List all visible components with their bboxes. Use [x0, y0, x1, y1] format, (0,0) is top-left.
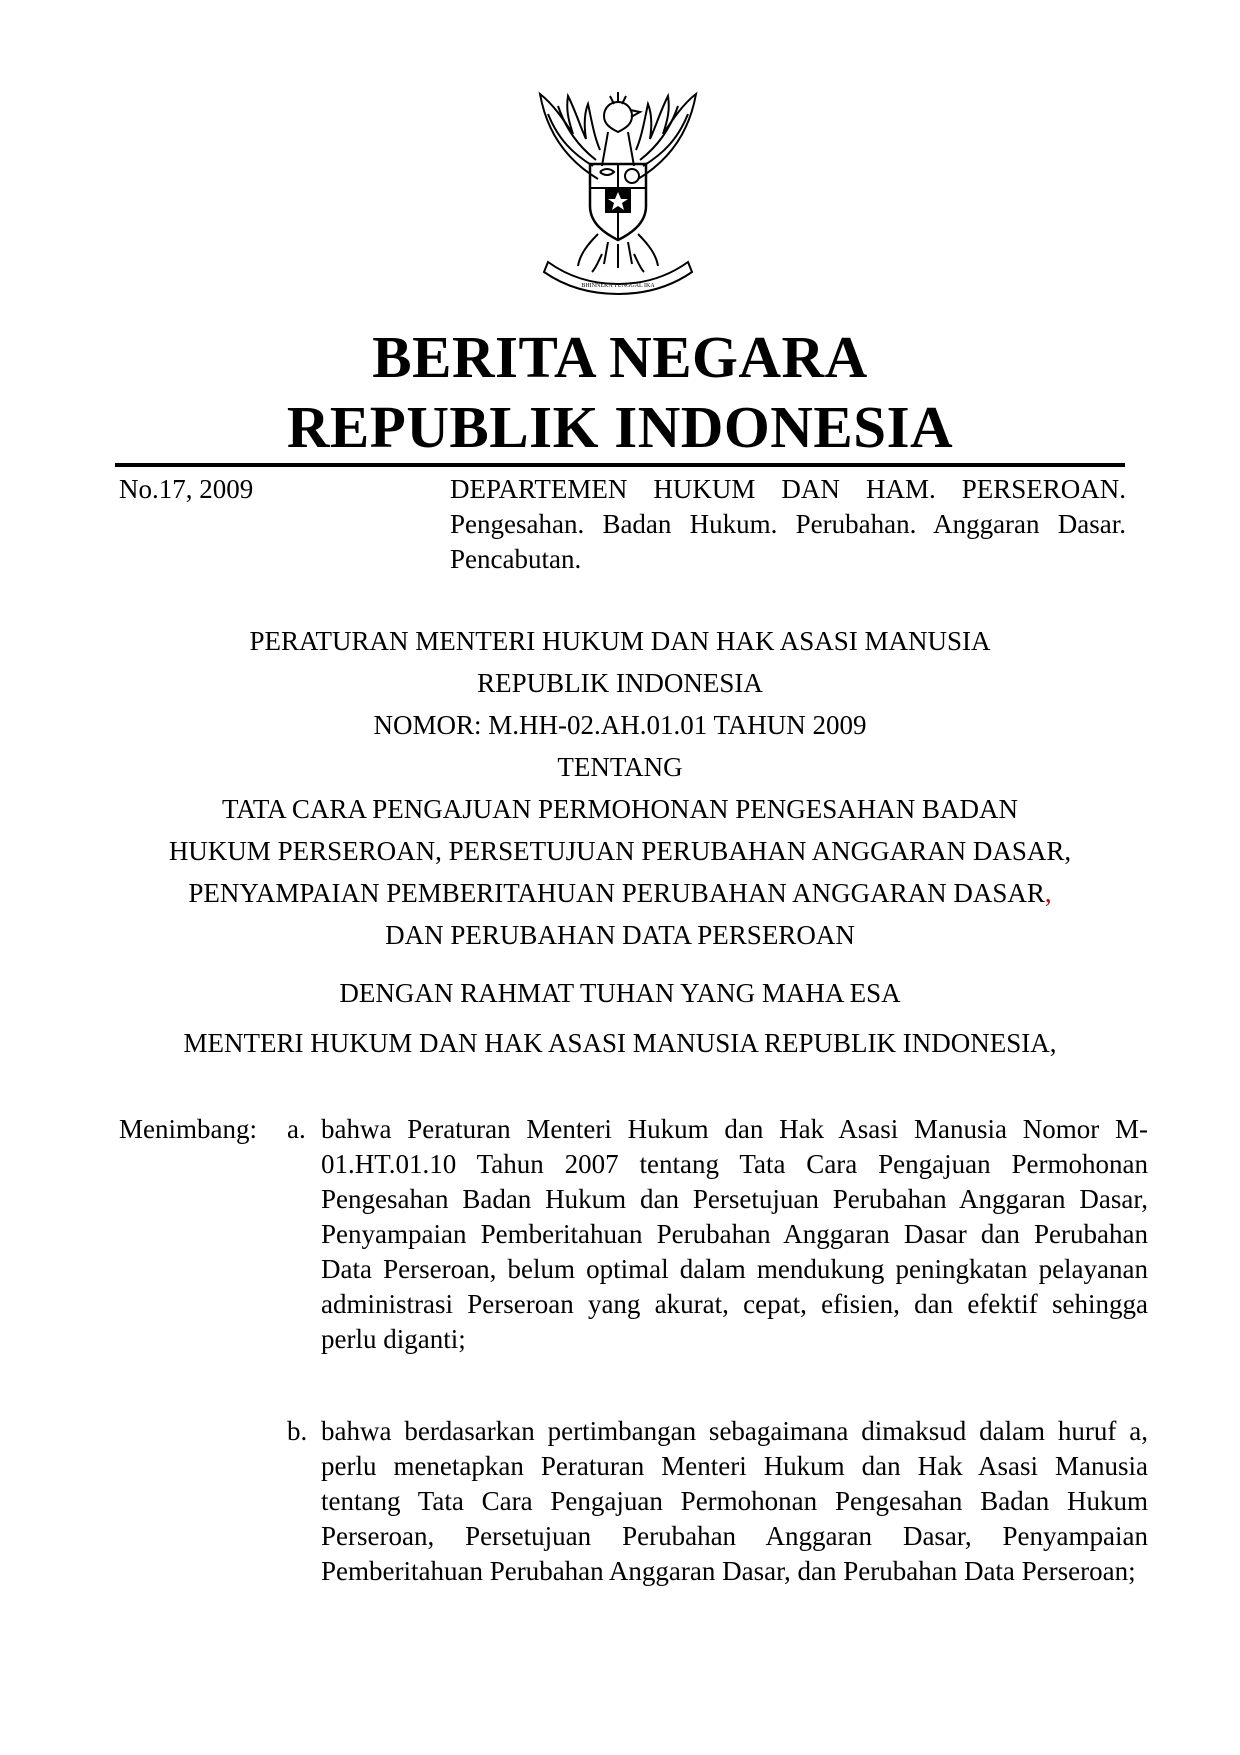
garuda-emblem-icon: [518, 84, 718, 299]
masthead-divider: [115, 463, 1125, 467]
regulation-title-line-1: PERATURAN MENTERI HUKUM DAN HAK ASASI MANUSIA: [249, 626, 991, 656]
regulation-subject-line-3-text: PENYAMPAIAN PEMBERITAHUAN PERUBAHAN ANGGARAN DASAR: [188, 878, 1045, 908]
regulation-title-line-2: REPUBLIK INDONESIA: [477, 668, 763, 698]
regulation-subject-line-3: [0, 872, 1240, 914]
preamble-grace: DENGAN RAHMAT TUHAN YANG MAHA ESA: [339, 978, 901, 1008]
emblem-motto: BHINNEKA TUNGGAL IKA: [581, 283, 655, 289]
considering-item-b: bahwa berdasarkan pertimbangan sebagaimana dimaksud dalam huruf a, perlu menetapkan Peraturan Menteri Hukum dan Hak Asasi Manusia tentang Tata Cara Pengajuan Permohonan Pengesahan Badan Hukum Perseroan, Persetujuan Perubahan Anggaran Dasar, Penyampaian Pemberitahuan Perubahan Anggaran Dasar, dan Perubahan Data Perseroan;: [321, 1416, 1148, 1586]
garuda-emblem: [518, 84, 718, 299]
preamble-minister: MENTERI HUKUM DAN HAK ASASI MANUSIA REPUBLIK INDONESIA,: [183, 1028, 1057, 1058]
considering-item-a: bahwa Peraturan Menteri Hukum dan Hak Asasi Manusia Nomor M-01.HT.01.10 Tahun 2007 tentang Tata Cara Pengajuan Permohonan Pengesahan Badan Hukum dan Persetujuan Perubahan Anggaran Dasar, Penyampaian Pemberitahuan Perubahan Anggaran Dasar dan Perubahan Data Perseroan, belum optimal dalam mendukung peningkatan pelayanan administrasi Perseroan yang akurat, cepat, efisien, dan efektif sehingga perlu diganti;: [321, 1114, 1148, 1354]
regulation-tentang: TENTANG: [557, 752, 683, 782]
considering-marker-b: b.: [287, 1416, 308, 1446]
department-keywords: DEPARTEMEN HUKUM DAN HAM. PERSEROAN. Pengesahan. Badan Hukum. Perubahan. Anggaran Dasar. Pencabutan.: [450, 474, 1126, 574]
regulation-subject-line-4: DAN PERUBAHAN DATA PERSEROAN: [385, 920, 855, 950]
regulation-subject-line-2: HUKUM PERSEROAN, PERSETUJUAN PERUBAHAN ANGGARAN DASAR,: [168, 836, 1072, 866]
masthead-line-2: REPUBLIK INDONESIA: [286, 394, 954, 460]
regulation-subject-line-1: TATA CARA PENGAJUAN PERMOHONAN PENGESAHAN BADAN: [222, 794, 1018, 824]
regulation-subject-red-comma: ,: [1044, 878, 1052, 908]
considering-label: Menimbang:: [119, 1114, 257, 1144]
considering-marker-a: a.: [287, 1114, 306, 1144]
gazette-number: No.17, 2009: [119, 474, 254, 504]
regulation-number: NOMOR: M.HH-02.AH.01.01 TAHUN 2009: [373, 710, 867, 740]
masthead-line-1: BERITA NEGARA: [372, 324, 868, 390]
